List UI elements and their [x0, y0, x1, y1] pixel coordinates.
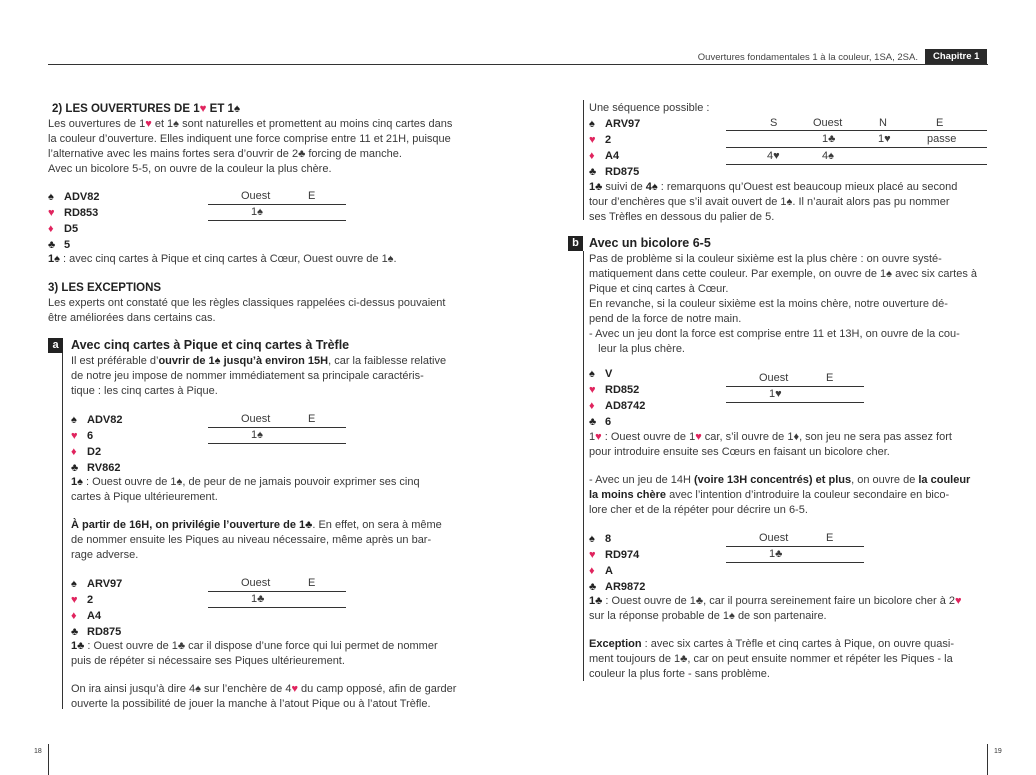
hand-6-note [589, 594, 962, 624]
section-3-text [48, 296, 445, 326]
text-line [589, 652, 954, 667]
diamond-icon: ♦ [48, 223, 54, 235]
diamond-icon: ♦ [589, 400, 595, 412]
subsection-a-text [71, 354, 446, 399]
bid-rule-bottom [208, 607, 346, 608]
text-run: . En effet, on sera à même [312, 519, 442, 531]
text-run: avec l’intention d’introduire la couleur secondaire en bico- [666, 489, 950, 501]
text-run: matiquement dans cette couleur. Par exemple, on ouvre de 1♠ avec six cartes à [589, 268, 977, 280]
clubs-cards: RD875 [605, 166, 640, 178]
bid-header-ouest: Ouest [759, 532, 789, 544]
text-line [589, 488, 970, 503]
hearts-holding [589, 547, 645, 563]
text-run: 1♣ [589, 595, 603, 607]
diamonds-holding [589, 148, 640, 164]
text-line [589, 637, 954, 652]
clubs-holding [71, 624, 122, 640]
diamond-icon: ♦ [589, 565, 595, 577]
diamond-icon: ♦ [71, 610, 77, 622]
bid-rule-top [208, 204, 346, 205]
text-run: couleur la plus forte - sans problème. [589, 668, 770, 680]
bid-header-e: E [826, 532, 834, 544]
text-run: Pique et cinq cartes à Cœur. [589, 283, 729, 295]
spades-holding [589, 116, 640, 132]
text-run: ♥ [695, 431, 702, 443]
text-run: ♣ [298, 148, 306, 160]
text-line [589, 210, 957, 225]
spades-cards: ARV97 [87, 578, 123, 590]
auction-header-ouest: Ouest [813, 117, 843, 129]
text-line [589, 267, 977, 282]
text-line [589, 430, 952, 445]
text-run: , on ouvre de [851, 474, 919, 486]
spade-icon: ♠ [71, 578, 77, 590]
text-line [589, 342, 977, 357]
text-run: cartes à Pique ultérieurement. [71, 491, 218, 503]
text-run: : Ouest ouvre de 1 [601, 431, 696, 443]
text-run: - Avec un jeu de 14H [589, 474, 694, 486]
text-run: forcing de manche. [305, 148, 402, 160]
text-line [48, 162, 452, 177]
text-run: 4♠ [645, 181, 658, 193]
text-line [71, 639, 438, 654]
clubs-cards: AR9872 [605, 581, 646, 593]
club-icon: ♣ [589, 416, 597, 428]
diamonds-cards: A [605, 565, 613, 577]
text-run: pend de la force de notre main. [589, 313, 742, 325]
text-line [71, 518, 442, 533]
text-run: : Ouest ouvre de 1♠, de peur de ne jamais pouvoir exprimer ses cinq [82, 476, 420, 488]
auction-cell-r1-e: passe [927, 133, 957, 145]
text-line [48, 132, 452, 147]
text-run: Les experts ont constaté que les règles classiques rappelées ci-dessus pouvaient [48, 297, 446, 309]
clubs-cards: 5 [64, 239, 71, 251]
text-run: 2) LES OUVERTURES DE 1 [52, 103, 200, 115]
running-title: Ouvertures fondamentales 1 à la couleur, 1SA, 2SA. [697, 52, 918, 63]
bid-opening: 1♥ [769, 388, 782, 400]
bid-rule-bottom [208, 443, 346, 444]
hand-3-note [71, 639, 438, 669]
bid-rule-top [208, 591, 346, 592]
section-2-text [48, 117, 452, 177]
text-run: de notre jeu impose de nommer immédiatement sa principale caractéris- [71, 370, 424, 382]
text-run: Avec un bicolore 5-5, on ouvre de la couleur la plus chère. [48, 163, 332, 175]
diamonds-holding [48, 221, 99, 237]
text-line [589, 252, 977, 267]
hand-2 [71, 412, 122, 476]
page-number-right: 19 [994, 748, 1002, 755]
chapter-label: Chapitre 1 [925, 49, 987, 64]
auction-header-e: E [936, 117, 944, 129]
exception-paragraph [589, 637, 954, 682]
text-run: : remarquons qu’Ouest est beaucoup mieux placé au second [657, 181, 958, 193]
text-run: sur la réponse probable de 1♠ de son partenaire. [589, 610, 827, 622]
text-line [589, 312, 977, 327]
diamonds-cards: A4 [605, 150, 620, 162]
text-run: la moins chère [589, 489, 667, 501]
text-run: leur la plus chère. [589, 343, 685, 355]
diamonds-cards: D2 [87, 446, 102, 458]
clubs-holding [71, 460, 122, 476]
text-line [71, 697, 456, 712]
text-line [48, 252, 397, 267]
spades-cards: ARV97 [605, 118, 641, 130]
text-line [71, 384, 446, 399]
text-line [71, 475, 420, 490]
header-rule-left [48, 64, 516, 65]
clubs-holding [48, 237, 99, 253]
diamonds-holding [71, 444, 122, 460]
closing-paragraph [71, 682, 456, 712]
text-line [589, 594, 962, 609]
heart-icon: ♥ [589, 549, 596, 561]
text-run: : avec cinq cartes à Pique et cinq cartes à Cœur, Ouest ouvre de 1♠. [59, 253, 397, 265]
text-run: tour d’enchères que s’il avait ouvert de 1♠. Il n’aurait alors pas pu nommer [589, 196, 950, 208]
text-run: la couleur [918, 474, 971, 486]
diamonds-holding [71, 608, 122, 624]
text-run: l’alternative avec les mains fortes sera d’ouvrir de 2 [48, 148, 299, 160]
text-run: 1 [589, 431, 596, 443]
page-number-left: 18 [34, 748, 42, 755]
text-run: , car la faiblesse relative [328, 355, 447, 367]
text-line [589, 503, 970, 518]
auction-cell-r2-ouest: 4♠ [822, 150, 834, 162]
auction-rule-1 [726, 130, 987, 131]
sequence-bar [583, 100, 584, 220]
hearts-holding [71, 428, 122, 444]
text-line [48, 147, 452, 162]
text-run: être améliorées dans certains cas. [48, 312, 216, 324]
text-run: Exception [589, 638, 642, 650]
subsection-b-tag: b [568, 236, 583, 251]
subsection-a-bar [62, 353, 63, 709]
hand-2-note [71, 475, 420, 505]
text-run: (voire 13H concentrés) et plus [693, 474, 852, 486]
text-run: puis de répéter si nécessaire ses Piques ultérieurement. [71, 655, 345, 667]
text-run: Il est préférable d’ [71, 355, 159, 367]
hand-4 [589, 116, 640, 180]
bid-opening: 1♠ [251, 429, 263, 441]
text-run: car, s’il ouvre de 1♦, son jeu ne sera pas assez fort [701, 431, 952, 443]
bid-opening: 1♣ [769, 548, 783, 560]
text-line [71, 369, 446, 384]
paragraph-16h [71, 518, 442, 563]
text-line [589, 473, 970, 488]
diamonds-holding [589, 398, 645, 414]
spade-icon: ♠ [589, 118, 595, 130]
text-run: ♥ [955, 595, 962, 607]
hearts-cards: RD974 [605, 549, 640, 561]
footer-bar-left [48, 744, 49, 775]
spades-holding [71, 412, 122, 428]
section-3-title: 3) LES EXCEPTIONS [48, 282, 162, 294]
spades-holding [589, 366, 645, 382]
clubs-holding [589, 414, 645, 430]
text-run: - Avec un jeu dont la force est comprise entre 11 et 13H, on ouvre de la cou- [589, 328, 960, 340]
text-run: ♥ [145, 118, 152, 130]
text-run: Pas de problème si la couleur sixième est la plus chère : on ouvre systé- [589, 253, 942, 265]
bid-header-e: E [308, 190, 316, 202]
spades-holding [48, 189, 99, 205]
bid-box-5 [726, 372, 864, 404]
text-line [589, 180, 957, 195]
bid-box-2 [208, 413, 346, 445]
bid-opening: 1♠ [251, 206, 263, 218]
text-line [589, 282, 977, 297]
spades-holding [589, 531, 645, 547]
text-run: ♥ [291, 683, 298, 695]
clubs-cards: 6 [605, 416, 612, 428]
diamonds-cards: D5 [64, 223, 79, 235]
spade-icon: ♠ [589, 533, 595, 545]
bid-box-6 [726, 532, 864, 564]
subsection-b-text [589, 252, 977, 357]
text-line [589, 195, 957, 210]
bid-header-ouest: Ouest [241, 577, 271, 589]
text-run: 1♣ [589, 181, 603, 193]
clubs-cards: RV862 [87, 462, 121, 474]
hand-5 [589, 366, 645, 430]
text-line [71, 548, 442, 563]
hand-3 [71, 576, 122, 640]
diamonds-cards: AD8742 [605, 400, 646, 412]
text-line [48, 296, 445, 311]
text-line [589, 327, 977, 342]
hand-5-note [589, 430, 952, 460]
bid-rule-bottom [726, 562, 864, 563]
hearts-cards: 2 [605, 134, 612, 146]
text-run: tique : les cinq cartes à Pique. [71, 385, 218, 397]
text-run: ♠ [233, 103, 241, 115]
text-run: et 1 [151, 118, 174, 130]
heart-icon: ♥ [589, 384, 596, 396]
spade-icon: ♠ [589, 368, 595, 380]
bid-header-ouest: Ouest [241, 413, 271, 425]
sequence-intro: Une séquence possible : [589, 102, 710, 114]
text-line [48, 117, 452, 132]
bid-header-ouest: Ouest [759, 372, 789, 384]
auction-header-n: N [879, 117, 887, 129]
text-run: 1♠ [71, 476, 83, 488]
bid-rule-top [208, 427, 346, 428]
bid-header-e: E [308, 413, 316, 425]
hearts-cards: 6 [87, 430, 94, 442]
text-line [48, 311, 445, 326]
text-run: ET 1 [206, 103, 234, 115]
hand-4-note [589, 180, 957, 225]
subsection-b-title: Avec un bicolore 6-5 [589, 236, 711, 250]
text-run: 1♠ [48, 253, 60, 265]
text-line [71, 654, 438, 669]
text-line [589, 667, 954, 682]
subsection-b-bar [583, 251, 584, 681]
hand-6 [589, 531, 645, 595]
auction-cell-r1-ouest: 1♣ [822, 133, 836, 145]
bid-opening: 1♣ [251, 593, 265, 605]
text-run: ♠ [173, 118, 180, 130]
diamond-icon: ♦ [589, 150, 595, 162]
text-run: rage adverse. [71, 549, 139, 561]
diamonds-holding [589, 563, 645, 579]
subsection-a-title: Avec cinq cartes à Pique et cinq cartes à Trèfle [71, 338, 350, 352]
text-run: On ira ainsi jusqu’à dire 4♠ sur l’enchère de 4 [71, 683, 292, 695]
heart-icon: ♥ [71, 430, 78, 442]
spade-icon: ♠ [48, 191, 54, 203]
hearts-cards: RD852 [605, 384, 640, 396]
auction-cell-r2-s: 4♥ [767, 150, 780, 162]
bid-rule-top [726, 386, 864, 387]
text-run: : Ouest ouvre de 1♣, car il pourra sereinement faire un bicolore cher à 2 [602, 595, 956, 607]
club-icon: ♣ [589, 581, 597, 593]
text-line [71, 533, 442, 548]
paragraph-14h [589, 473, 970, 518]
hearts-holding [589, 132, 640, 148]
heart-icon: ♥ [589, 134, 596, 146]
text-run: À partir de 16H, on privilégie l’ouverture de 1♣ [71, 519, 313, 531]
text-run: la couleur d’ouverture. Elles indiquent une force comprise entre 11 et 21H, puisque [48, 133, 451, 145]
clubs-holding [589, 164, 640, 180]
diamond-icon: ♦ [71, 446, 77, 458]
bid-rule-top [726, 546, 864, 547]
text-run: ♥ [199, 103, 207, 115]
clubs-cards: RD875 [87, 626, 122, 638]
text-line [589, 445, 952, 460]
auction-rule-3 [726, 164, 987, 165]
hearts-holding [71, 592, 122, 608]
hearts-holding [589, 382, 645, 398]
spades-cards: 8 [605, 533, 612, 545]
heart-icon: ♥ [48, 207, 55, 219]
spade-icon: ♠ [71, 414, 77, 426]
club-icon: ♣ [71, 626, 79, 638]
clubs-holding [589, 579, 645, 595]
subsection-a-tag: a [48, 338, 63, 353]
text-run: ouverte la possibilité de jouer la manche à l’atout Pique ou à l’atout Trèfle. [71, 698, 431, 710]
hand-1-note [48, 252, 397, 267]
hand-1 [48, 189, 99, 253]
text-run: : Ouest ouvre de 1♣ car il dispose d’une force qui lui permet de nommer [84, 640, 438, 652]
bid-box-1 [208, 190, 346, 222]
text-run: En revanche, si la couleur sixième est la moins chère, notre ouverture dé- [589, 298, 948, 310]
text-run: ♥ [595, 431, 602, 443]
heart-icon: ♥ [71, 594, 78, 606]
text-run: 1♣ [71, 640, 85, 652]
text-run: du camp opposé, afin de garder [298, 683, 457, 695]
bid-rule-bottom [208, 220, 346, 221]
bid-header-e: E [308, 577, 316, 589]
text-run: : avec six cartes à Trèfle et cinq cartes à Pique, on ouvre quasi- [641, 638, 955, 650]
spades-holding [71, 576, 122, 592]
auction-table [726, 116, 987, 166]
text-line [71, 682, 456, 697]
hearts-cards: RD853 [64, 207, 99, 219]
bid-header-ouest: Ouest [241, 190, 271, 202]
bid-box-3 [208, 577, 346, 609]
text-run: sont naturelles et promettent au moins cinq cartes dans [179, 118, 453, 130]
auction-cell-r1-n: 1♥ [878, 133, 891, 145]
bid-header-e: E [826, 372, 834, 384]
diamonds-cards: A4 [87, 610, 102, 622]
text-run: ses Trèfles en dessous du palier de 5. [589, 211, 775, 223]
spades-cards: ADV82 [87, 414, 123, 426]
spades-cards: V [605, 368, 613, 380]
text-run: ouvrir de 1♠ jusqu’à environ 15H [158, 355, 329, 367]
footer-bar-right [987, 744, 988, 775]
text-line [71, 354, 446, 369]
spades-cards: ADV82 [64, 191, 100, 203]
club-icon: ♣ [589, 166, 597, 178]
auction-header-s: S [770, 117, 778, 129]
text-line [589, 297, 977, 312]
hearts-holding [48, 205, 99, 221]
section-2-title [52, 103, 240, 115]
text-run: Les ouvertures de 1 [48, 118, 146, 130]
auction-rule-2 [726, 147, 987, 148]
club-icon: ♣ [71, 462, 79, 474]
hearts-cards: 2 [87, 594, 94, 606]
text-line [71, 490, 420, 505]
text-run: suivi de [602, 181, 646, 193]
text-line [589, 609, 962, 624]
bid-rule-bottom [726, 402, 864, 403]
text-run: lore cher et de la répéter pour décrire un 6-5. [589, 504, 808, 516]
text-run: ment toujours de 1♣, car on peut ensuite nommer et répéter les Piques - la [589, 653, 953, 665]
club-icon: ♣ [48, 239, 56, 251]
text-run: de nommer ensuite les Piques au niveau nécessaire, même après un bar- [71, 534, 432, 546]
text-run: pour introduire ensuite ses Cœurs en faisant un bicolore cher. [589, 446, 890, 458]
